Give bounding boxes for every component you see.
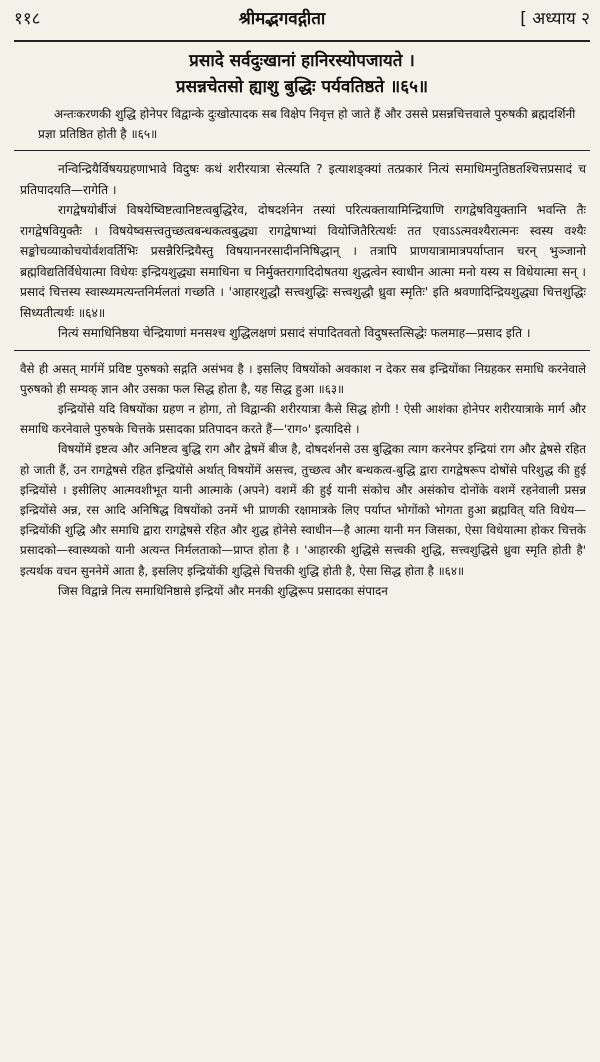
translation-paragraph: जिस विद्वान्ने नित्य समाधिनिष्ठासे इन्द्रियों और मनकी शुद्धिरूप प्रसादका संपादन bbox=[58, 583, 388, 598]
verse-line-1: प्रसादे सर्वदुःखानां हानिरस्योपजायते । bbox=[189, 51, 415, 71]
chapter-label: [ अध्याय २ bbox=[520, 9, 590, 29]
verse-translation: अन्तःकरणकी शुद्धि होनेपर विद्वान्के दुःखोत्पादक सब विक्षेप निवृत्त हो जाते हैं और उससे प्रसन्नचित्तवाले पुरुषकी ब्रह्मदर्शिनी प्रज्ञा प्रतिष्ठित होती है ॥६५॥ bbox=[38, 107, 576, 141]
header-rule bbox=[14, 40, 590, 42]
sanskrit-commentary bbox=[20, 159, 586, 344]
commentary-paragraph: रागद्वेषयोर्बीजं विषयेष्विष्टत्वानिष्टत्वबुद्धिरेव, दोषदर्शनेन तस्यां परित्यक्तायामिन्द्रियाणि रागद्वेषवियुक्तानि भवन्ति तैः रागद्वेषवियुक्तैः । विषयेष्वसत्त्वतुच्छत्वबन्धकत्वबुद्ध्या रागद्वेषाभ्यां वियोजितैरित्यर्थः तत एवाऽऽत्मवश्यैरात्मनः स्वस्य वश्यैः सङ्कोचव्याकोचयोर्वशवर्तिभिः प्रसन्नैरिन्द्रियैस्तु विषयाननरसादीननिषिद्धान् । तत्रापि प्राणयात्रामात्रपर्याप्तान चरन् भुञ्जानो ब्रह्मविद्यतिर्विधेयात्मा विधेयः इन्द्रियशुद्ध्या समाधिना च निर्मुक्तरागादिदोषतया शुद्धत्वेन स्वाधीन आत्मा मनो यस्य स विधेयात्मा सन् । प्रसादं चित्तस्य स्वास्थ्यमत्यन्तनिर्मलतां गच्छति । 'आहारशुद्धौ सत्त्वशुद्धिः सत्त्वशुद्धौ ध्रुवा स्मृतिः' इति श्रवणादिन्द्रियशुद्ध्या चित्तशुद्धिः सिध्यतीत्यर्थः ॥६४॥ bbox=[20, 203, 586, 320]
commentary-rule bbox=[14, 350, 590, 351]
verse-rule bbox=[14, 150, 590, 151]
commentary-paragraph: नित्यं समाधिनिष्ठया चेन्द्रियाणां मनसश्च शुद्धिलक्षणं प्रसादं संपादितवतो विदुषस्तत्सिद्धेः फलमाह—प्रसाद इति । bbox=[58, 326, 531, 340]
translation-paragraph: इन्द्रियोंसे यदि विषयोंका ग्रहण न होगा, तो विद्वान्की शरीरयात्रा कैसे सिद्ध होगी ! ऐसी आशंका होनेपर शरीरयात्राके मार्ग और समाधि करनेवाले पुरुषके चित्तके प्रसादका प्रतिपादन करते हैं—'राग०' इत्यादिसे । bbox=[20, 401, 586, 437]
verse-line-2: प्रसन्नचेतसो ह्याशु बुद्धिः पर्यवतिष्ठते ॥६५॥ bbox=[175, 77, 429, 97]
page-number: ११८ bbox=[14, 9, 41, 29]
translation-paragraph: वैसे ही असत् मार्गमें प्रविष्ट पुरुषको सद्गति असंभव है । इसलिए विषयोंको अवकाश न देकर सब इन्द्रियोंका निग्रहकर समाधि करनेवाले पुरुषको ही सम्यक् ज्ञान और उसका फल सिद्ध होता है, यह सिद्ध हुआ ॥६३॥ bbox=[20, 361, 586, 396]
page-header bbox=[14, 6, 590, 40]
translation-paragraph: विषयोंमें इष्टत्व और अनिष्टत्व बुद्धि राग और द्वेषमें बीज है, दोषदर्शनसे उस बुद्धिका त्याग करनेपर इन्द्रियां राग और द्वेषसे रहित हो जाती हैं, उन रागद्वेषसे रहित इन्द्रियोंसे अर्थात् विषयोंमें असत्त्व, तुच्छत्व और बन्धकत्व-बुद्धि द्वारा रागद्वेषरूप दोषोंसे परिशुद्ध की हुई इन्द्रियोंसे । इसीलिए आत्मवशीभूत यानी आत्माके (अपने) वशमें की हुई यानी संकोच और असंकोच दोनोंके वशमें रहनेवाली प्रसन्न इन्द्रियोंसे अन्न, रस आदि अनिषिद्ध विषयोंको उनमें भी प्राणकी रक्षामात्रके लिए पर्याप्त भोगोंको भोगता हुआ ब्रह्मवित् यति विधेय—इन्द्रियोंकी शुद्धि और समाधि द्वारा रागद्वेषसे रहित और शुद्ध होनेसे स्वाधीन—है आत्मा यानी मन जिसका, ऐसा विधेयात्मा होकर चित्तके प्रसादको—स्वास्थ्यको यानी अत्यन्त निर्मलताको—प्राप्त होता है । 'आहारकी शुद्धिसे सत्त्वकी शुद्धि, सत्त्वशुद्धिसे ध्रुवा स्मृति होती है' इत्यर्थक वचन सुननेमें आता है, इसलिए इन्द्रियोंकी शुद्धिसे चित्तकी शुद्धि होती है, ऐसा सिद्ध होता है ॥६४॥ bbox=[20, 442, 586, 578]
commentary-paragraph: नन्विन्द्रियैर्विषयग्रहणाभावे विदुषः कथं शरीरयात्रा सेत्स्यति ? इत्याशङ्क्यां तत्प्रकारं नित्यं समाधिमनुतिष्ठतश्चित्तप्रसादं च प्रतिपादयति—रागेति । bbox=[20, 162, 586, 197]
hindi-translation bbox=[20, 359, 586, 601]
book-title: श्रीमद्भगवद्गीता bbox=[238, 9, 326, 29]
verse-block bbox=[14, 48, 590, 144]
